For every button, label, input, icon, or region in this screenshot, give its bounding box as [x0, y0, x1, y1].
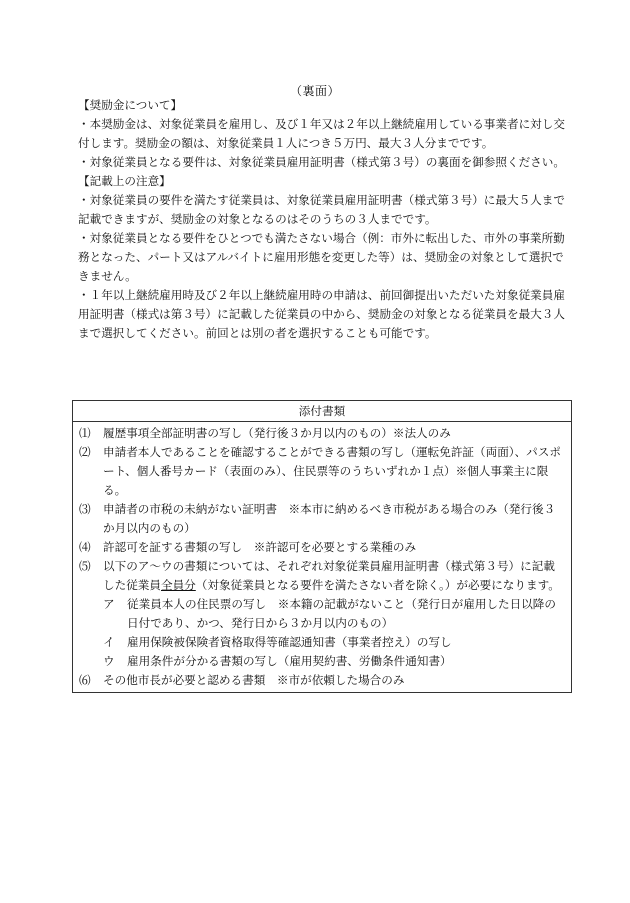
list-item: ⑴ 履歴事項全部証明書の写し（発行後３か月以内のもの）※法人のみ — [79, 426, 451, 440]
paragraph: ・本奨励金は、対象従業員を雇用し、及び１年又は２年以上継続雇用している事業者に対し交付します。奨励金の額は、対象従業員１人につき５万円、最大３人分までです。 — [78, 117, 565, 150]
underlined-text: 全員分 — [160, 578, 196, 592]
sub-list-item: ウ 雇用条件が分かる書類の写し（雇用契約書、労働条件通知書） — [103, 654, 452, 668]
attachments-table — [72, 400, 572, 693]
attachments-list — [73, 422, 572, 693]
paragraph: ・対象従業員となる要件は、対象従業員雇用証明書（様式第３号）の裏面を御参照ください。 — [78, 155, 565, 169]
section-title-notes: 【記載上の注意】 — [78, 174, 171, 188]
paragraph: ・対象従業員となる要件をひとつでも満たさない場合（例：市外に転出した、市外の事業所勤務となった、パート又はアルバイトに雇用形態を変更した等）は、奨励金の対象として選択できません。 — [78, 231, 565, 283]
sub-list-item: ア 従業員本人の住民票の写し ※本籍の記載がないこと（発行日が雇用した日以降の日付であり、かつ、発行日から３か月以内のもの） — [103, 597, 556, 630]
notes-section — [78, 96, 570, 343]
list-item: ⑹ その他市長が必要と認める書類 ※市が依頼した場合のみ — [79, 673, 405, 687]
attachments-title: 添付書類 — [73, 401, 572, 422]
sub-list-item: イ 雇用保険被保険者資格取得等確認通知書（事業者控え）の写し — [103, 635, 452, 649]
section-title-incentive: 【奨励金について】 — [78, 98, 183, 112]
list-item: ⑵ 申請者本人であることを確認することができる書類の写し（運転免許証（両面）、パスポート、個人番号カード（表面のみ）、住民票等のうちいずれか１点）※個人事業主に限る。 — [79, 445, 561, 497]
list-item: ⑶ 申請者の市税の未納がない証明書 ※本市に納めるべき市税がある場合のみ（発行後３か月以内のもの） — [79, 502, 556, 535]
list-item: ⑸ 以下のア～ウの書類については、それぞれ対象従業員雇用証明書（様式第３号）に記載した従業員全員分（対象従業員となる要件を満たさない者を除く。）が必要になります。 — [79, 559, 560, 592]
page-header: （裏面） — [289, 84, 340, 98]
list-item: ⑷ 許認可を証する書類の写し ※許認可を必要とする業種のみ — [79, 540, 417, 554]
paragraph: ・１年以上継続雇用時及び２年以上継続雇用時の申請は、前回御提出いただいた対象従業員雇用証明書（様式は第３号）に記載した従業員の中から、奨励金の対象となる従業員を最大３人まで選択してください。前回とは別の者を選択することも可能です。 — [78, 288, 565, 340]
paragraph: ・対象従業員の要件を満たす従業員は、対象従業員雇用証明書（様式第３号）に最大５人まで記載できますが、奨励金の対象となるのはそのうちの３人までです。 — [78, 193, 565, 226]
